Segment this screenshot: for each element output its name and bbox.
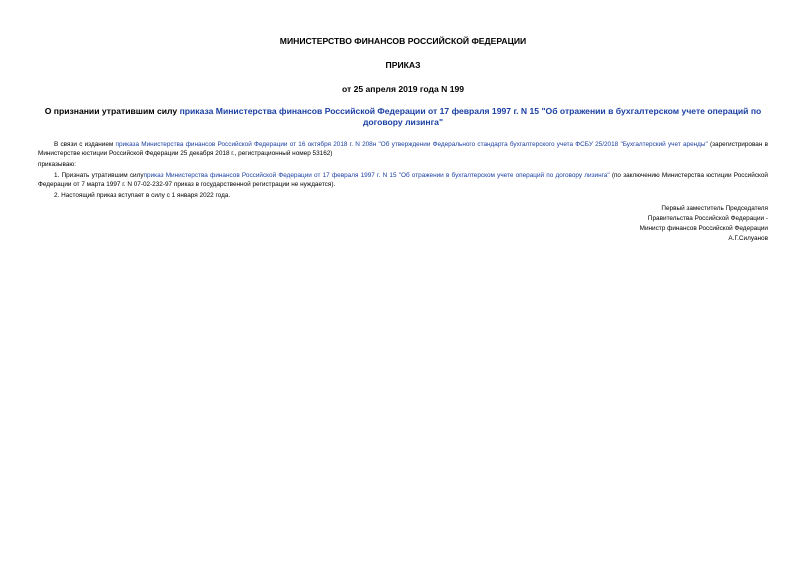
document-subject [38,106,768,128]
item1-prefix: 1. Признать утратившим силу [54,172,144,179]
ministry-heading: МИНИСТЕРСТВО ФИНАНСОВ РОССИЙСКОЙ ФЕДЕРАЦИИ [279,36,527,46]
item1-suffix: (по заключению Министерства юстиции Российской Федерации от 7 марта 1997 г. N 07-02-232-97 приказ в государственной регистрации не нуждается). [38,172,769,188]
paragraph-item-2: 2. Настоящий приказ вступает в силу с 1 января 2022 года. [54,192,231,199]
preamble-prefix: В связи с изданием [54,141,116,148]
paragraph-item-1 [38,171,768,189]
paragraph-preamble [38,140,768,158]
document-page [38,36,768,244]
preamble-suffix: (зарегистрирован в Министерстве юстиции Российской Федерации 25 декабря 2018 г., регистрационный номер 53162) [38,141,768,157]
subject-link[interactable]: приказа Министерства финансов Российской Федерации от 17 февраля 1997 г. N 15 "Об отражении в бухгалтерском учете операций по договору лизинга" [179,106,762,127]
signature-line-2: Правительства Российской Федерации - [647,215,768,222]
document-type-heading: ПРИКАЗ [385,60,421,70]
item1-link[interactable]: приказ Министерства финансов Российской Федерации от 17 февраля 1997 г. N 15 "Об отражении в бухгалтерском учете операций по договору лизинга" [143,172,610,179]
signature-line-1: Первый заместитель Председателя [661,205,768,212]
signature-block [38,204,768,244]
date-number-heading: от 25 апреля 2019 года N 199 [341,84,465,94]
paragraph-order-word: приказываю: [38,161,76,168]
subject-prefix: О признании утратившим силу [44,106,180,116]
signature-line-3: Министр финансов Российской Федерации [639,225,768,232]
signature-name: А.Г.Силуанов [728,235,768,242]
preamble-link[interactable]: приказа Министерства финансов Российской Федерации от 16 октября 2018 г. N 208н "Об утверждении Федерального стандарта бухгалтерского учета ФСБУ 25/2018 "Бухгалтерский учет аренды" [115,141,708,148]
